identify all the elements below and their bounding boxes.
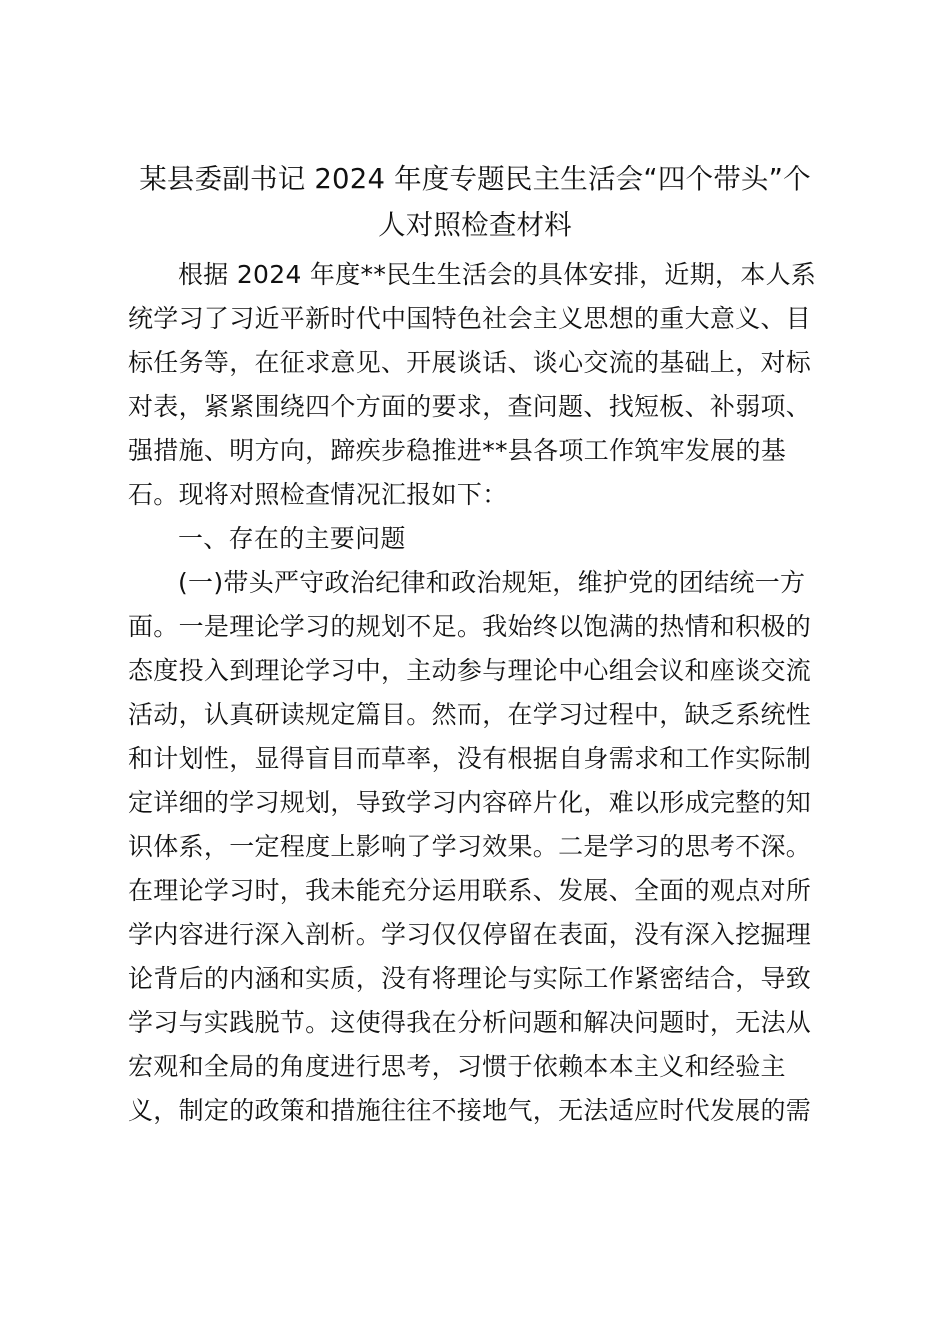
paragraph-line: 强措施、明方向，蹄疾步稳推进**县各项工作筑牢发展的基: [128, 436, 787, 465]
paragraph-line: 定详细的学习规划，导致学习内容碎片化，难以形成完整的知: [128, 788, 812, 817]
paragraph-line: 学习与实践脱节。这使得我在分析问题和解决问题时，无法从: [128, 1008, 812, 1037]
paragraph-line: 面。一是理论学习的规划不足。我始终以饱满的热情和积极的: [128, 612, 812, 641]
paragraph-line: 在理论学习时，我未能充分运用联系、发展、全面的观点对所: [128, 876, 812, 905]
subsection-heading-line: (一)带头严守政治纪律和政治规矩，维护党的团结统一方: [178, 568, 806, 597]
paragraph-line: 学内容进行深入剖析。学习仅仅停留在表面，没有深入挖掘理: [128, 920, 812, 949]
paragraph-line: 标任务等，在征求意见、开展谈话、谈心交流的基础上，对标: [128, 348, 812, 377]
paragraph-line: 石。现将对照检查情况汇报如下：: [128, 480, 508, 509]
paragraph-line: 义，制定的政策和措施往往不接地气，无法适应时代发展的需: [128, 1096, 812, 1125]
paragraph-line: 根据 2024 年度**民生生活会的具体安排，近期，本人系: [178, 260, 817, 289]
paragraph-line: 态度投入到理论学习中，主动参与理论中心组会议和座谈交流: [128, 656, 812, 685]
paragraph-line: 和计划性，显得盲目而草率，没有根据自身需求和工作实际制: [128, 744, 812, 773]
title-line-2: 人对照检查材料: [378, 209, 572, 241]
paragraph-line: 活动，认真研读规定篇目。然而，在学习过程中，缺乏系统性: [128, 700, 812, 729]
paragraph-line: 宏观和全局的角度进行思考，习惯于依赖本本主义和经验主: [128, 1052, 786, 1081]
paragraph-line: 统学习了习近平新时代中国特色社会主义思想的重大意义、目: [128, 304, 812, 333]
document-title: [120, 156, 830, 248]
paragraph-line: 识体系，一定程度上影响了学习效果。二是学习的思考不深。: [128, 832, 812, 861]
section-heading: 一、存在的主要问题: [178, 524, 406, 553]
title-line-1: 某县委副书记 2024 年度专题民主生活会“四个带头”个: [139, 163, 811, 195]
paragraph-line: 对表，紧紧围绕四个方面的要求，查问题、找短板、补弱项、: [128, 392, 812, 421]
paragraph-line: 论背后的内涵和实质，没有将理论与实际工作紧密结合，导致: [128, 964, 812, 993]
